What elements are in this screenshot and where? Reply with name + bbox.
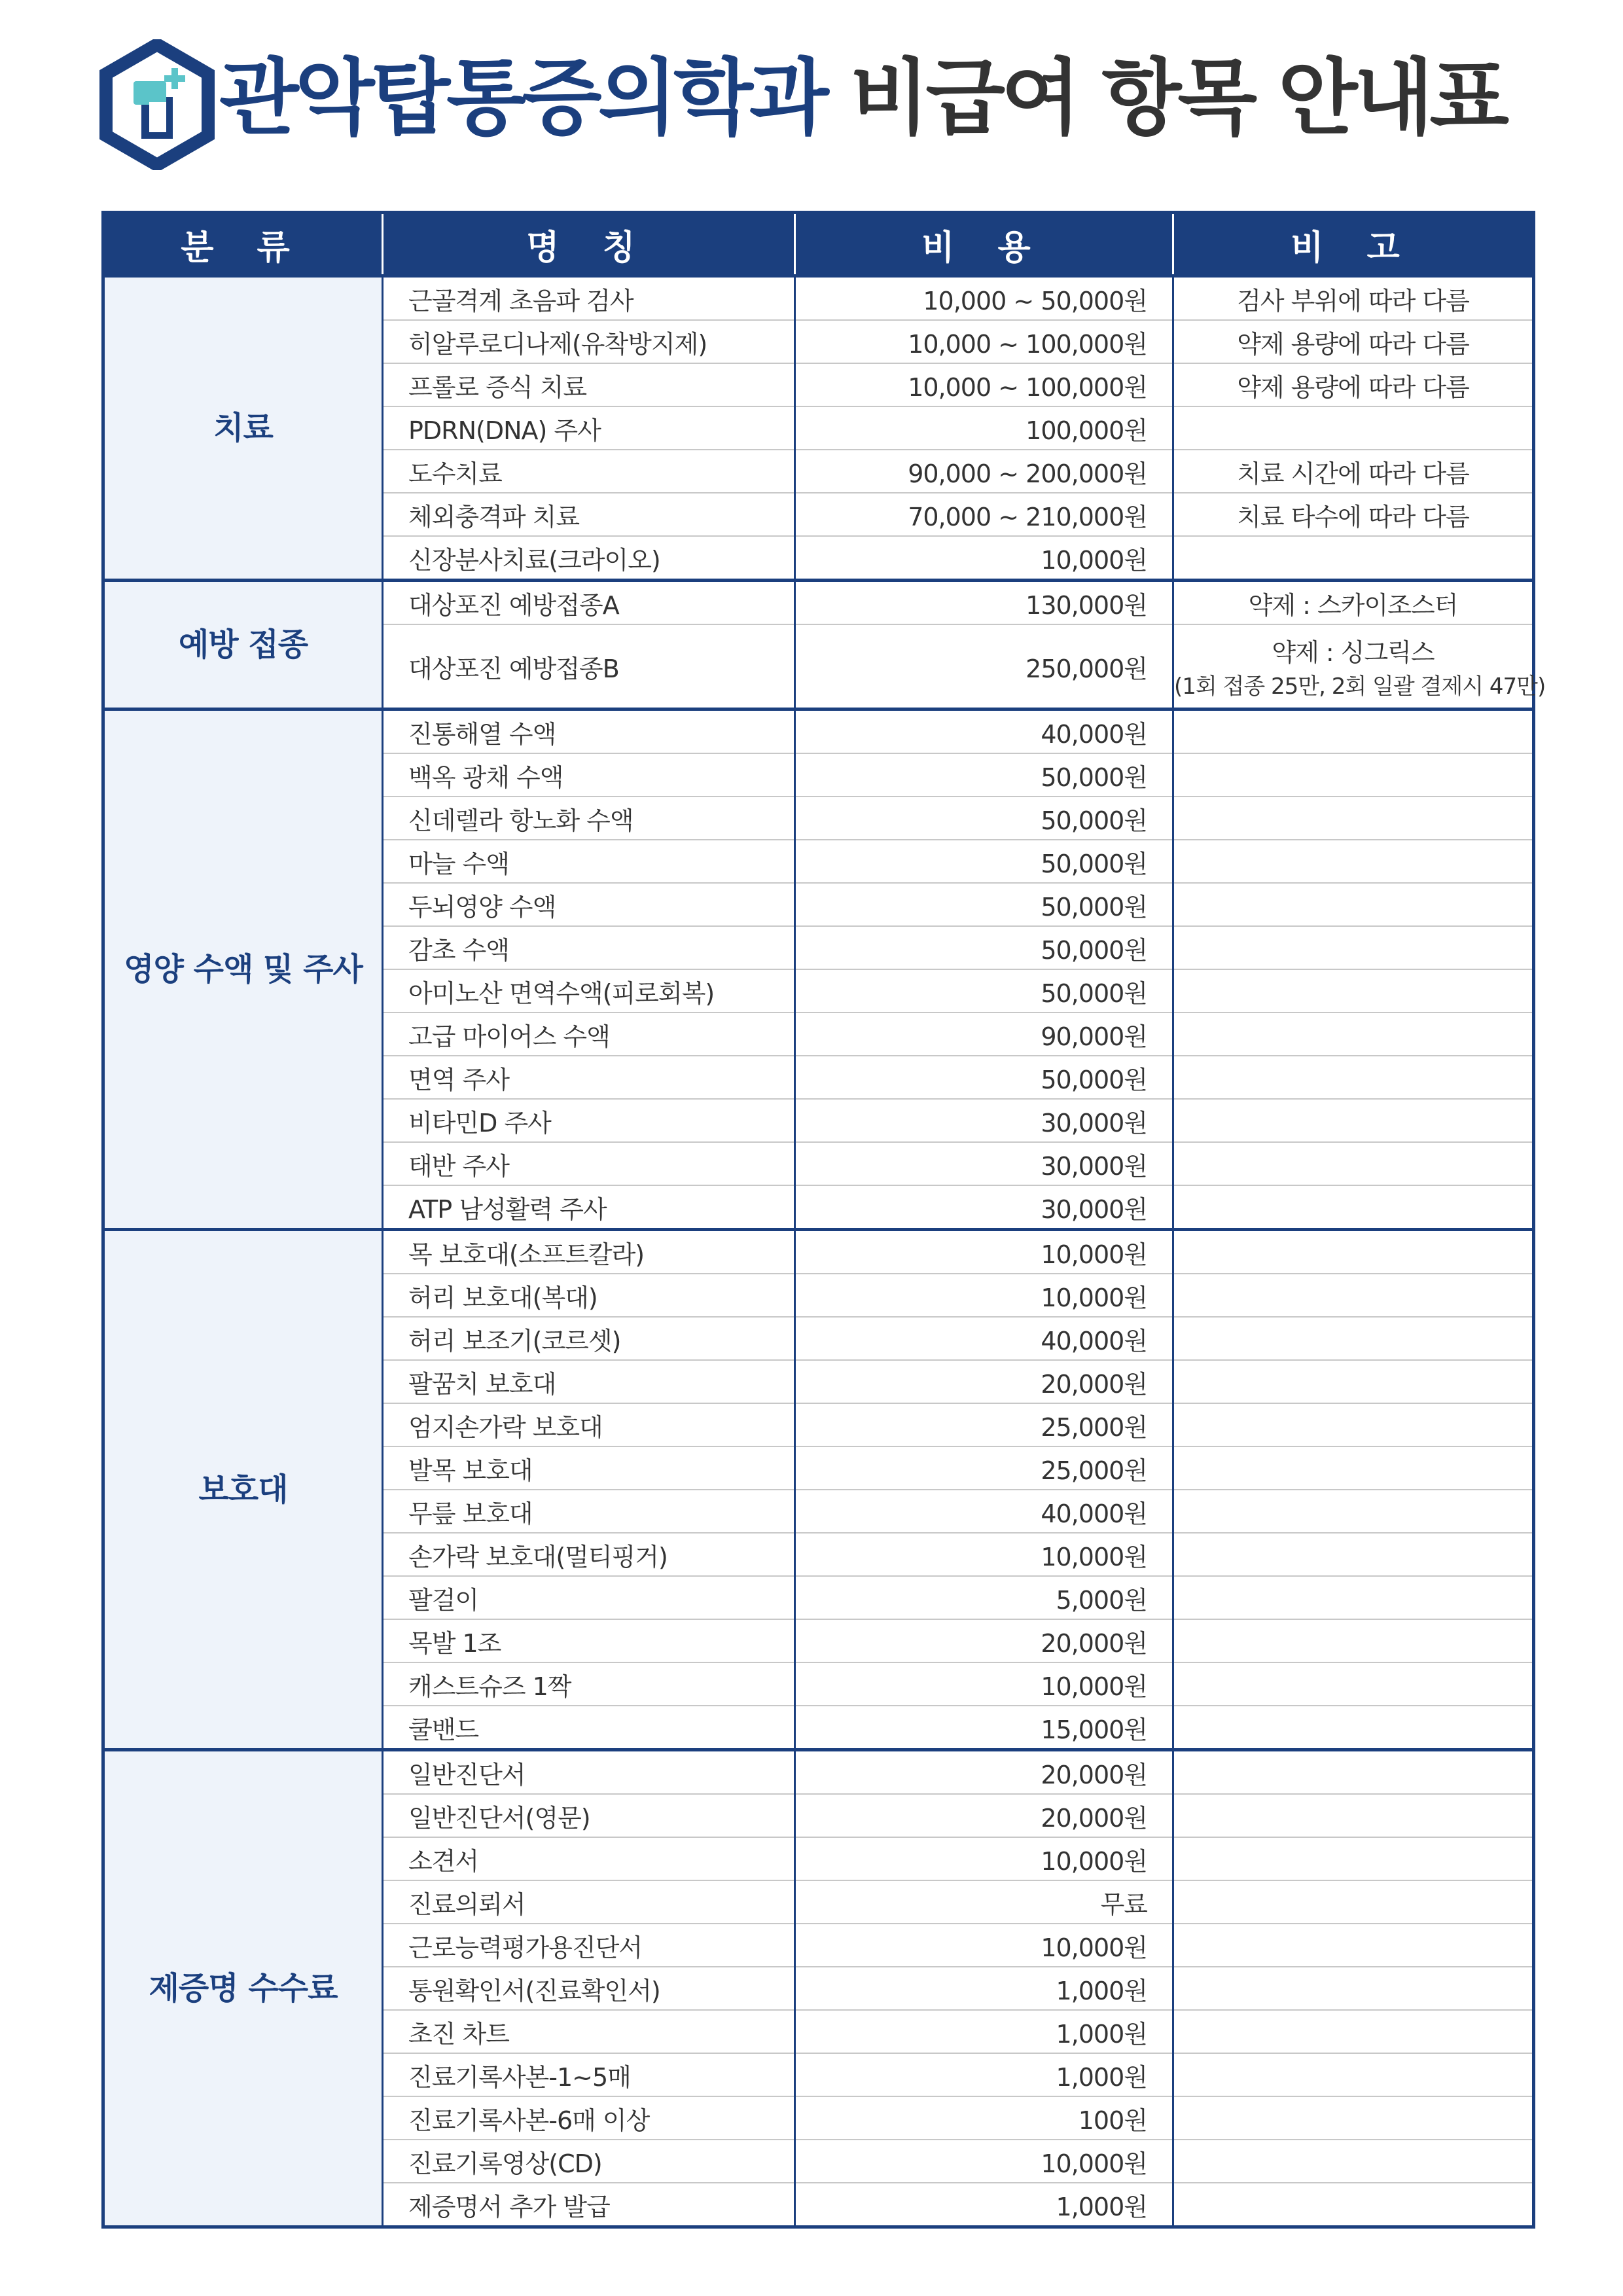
header-category: 분 류 bbox=[103, 213, 383, 276]
item-price-cell: 50,000원 bbox=[795, 753, 1173, 797]
item-name-cell: 백옥 광채 수액 bbox=[383, 753, 795, 797]
item-price-cell: 50,000원 bbox=[795, 1056, 1173, 1099]
item-note-cell bbox=[1173, 1274, 1534, 1317]
item-name-cell: 대상포진 예방접종B bbox=[383, 624, 795, 709]
item-note-cell: 약제 : 스카이조스터 bbox=[1173, 581, 1534, 625]
item-price-cell: 10,000원 bbox=[795, 1924, 1173, 1967]
item-name-cell: 신데렐라 항노화 수액 bbox=[383, 797, 795, 840]
item-note-cell bbox=[1173, 1142, 1534, 1185]
item-price-cell: 10,000 ~ 100,000원 bbox=[795, 320, 1173, 363]
item-price-cell: 20,000원 bbox=[795, 1360, 1173, 1403]
item-price-cell: 40,000원 bbox=[795, 709, 1173, 754]
item-price-cell: 20,000원 bbox=[795, 1619, 1173, 1662]
fee-table bbox=[101, 211, 1546, 2229]
item-note-cell bbox=[1173, 1837, 1534, 1880]
item-name-cell: 두뇌영양 수액 bbox=[383, 883, 795, 926]
item-name-cell: 엄지손가락 보호대 bbox=[383, 1403, 795, 1446]
item-name-cell: 일반진단서 bbox=[383, 1750, 795, 1795]
category-cell: 영양 수액 및 주사 bbox=[103, 709, 383, 1230]
item-note-cell bbox=[1173, 2010, 1534, 2053]
category-cell: 보호대 bbox=[103, 1230, 383, 1750]
item-name-cell: 대상포진 예방접종A bbox=[383, 581, 795, 625]
table-row bbox=[103, 709, 1534, 754]
item-name-cell: 태반 주사 bbox=[383, 1142, 795, 1185]
item-note-cell bbox=[1173, 1706, 1534, 1750]
item-name-cell: 근골격계 초음파 검사 bbox=[383, 276, 795, 321]
table-row bbox=[103, 581, 1534, 625]
item-note-cell bbox=[1173, 926, 1534, 969]
item-price-cell: 10,000원 bbox=[795, 536, 1173, 581]
fee-table-body bbox=[103, 276, 1546, 2227]
item-name-cell: 고급 마이어스 수액 bbox=[383, 1013, 795, 1056]
item-price-cell: 무료 bbox=[795, 1880, 1173, 1924]
item-name-cell: 허리 보호대(복대) bbox=[383, 1274, 795, 1317]
table-row bbox=[103, 1750, 1534, 1795]
header-price: 비 용 bbox=[795, 213, 1173, 276]
item-note-cell bbox=[1173, 883, 1534, 926]
item-note-cell bbox=[1173, 1794, 1534, 1837]
item-name-cell: 통원확인서(진료확인서) bbox=[383, 1967, 795, 2010]
item-note-cell bbox=[1173, 2140, 1534, 2183]
item-name-cell: 목 보호대(소프트칼라) bbox=[383, 1230, 795, 1274]
item-note-cell bbox=[1173, 1099, 1534, 1142]
item-note-cell: 치료 시간에 따라 다름 bbox=[1173, 450, 1534, 493]
item-name-cell: 진료기록사본-1~5매 bbox=[383, 2053, 795, 2096]
item-price-cell: 1,000원 bbox=[795, 2053, 1173, 2096]
item-note-cell bbox=[1173, 969, 1534, 1013]
item-note-cell bbox=[1173, 1750, 1534, 1795]
item-price-cell: 50,000원 bbox=[795, 797, 1173, 840]
item-name-cell: 제증명서 추가 발급 bbox=[383, 2183, 795, 2227]
item-name-cell: 비타민D 주사 bbox=[383, 1099, 795, 1142]
item-name-cell: PDRN(DNA) 주사 bbox=[383, 406, 795, 450]
item-name-cell: 쿨밴드 bbox=[383, 1706, 795, 1750]
item-note-cell bbox=[1173, 536, 1534, 581]
item-name-cell: 팔꿈치 보호대 bbox=[383, 1360, 795, 1403]
item-price-cell: 40,000원 bbox=[795, 1317, 1173, 1360]
item-name-cell: 손가락 보호대(멀티핑거) bbox=[383, 1533, 795, 1576]
item-price-cell: 90,000원 bbox=[795, 1013, 1173, 1056]
document-subject: 비급여 항목 안내표 bbox=[849, 50, 1506, 146]
note-detail-text: (1회 접종 25만, 2회 일괄 결제시 47만) bbox=[1174, 673, 1546, 700]
item-price-cell: 10,000원 bbox=[795, 1533, 1173, 1576]
item-note-cell bbox=[1173, 1533, 1534, 1576]
item-note-cell bbox=[1173, 753, 1534, 797]
table-row bbox=[103, 1230, 1534, 1274]
item-note-cell bbox=[1173, 2053, 1534, 2096]
item-note-cell bbox=[1173, 1403, 1534, 1446]
item-price-cell: 90,000 ~ 200,000원 bbox=[795, 450, 1173, 493]
item-note-cell bbox=[1173, 1013, 1534, 1056]
item-name-cell: 히알루로디나제(유착방지제) bbox=[383, 320, 795, 363]
category-cell: 치료 bbox=[103, 276, 383, 581]
item-note-cell bbox=[1173, 1056, 1534, 1099]
item-note-cell bbox=[1173, 709, 1534, 754]
item-note-cell bbox=[1173, 406, 1534, 450]
item-name-cell: 마늘 수액 bbox=[383, 840, 795, 883]
item-price-cell: 10,000 ~ 50,000원 bbox=[795, 276, 1173, 321]
item-name-cell: 무릎 보호대 bbox=[383, 1490, 795, 1533]
category-cell: 예방 접종 bbox=[103, 581, 383, 709]
item-note-cell bbox=[1173, 1880, 1534, 1924]
item-price-cell: 10,000원 bbox=[795, 1662, 1173, 1706]
hexagon-cross-logo-icon bbox=[98, 39, 216, 170]
item-name-cell: 진료의뢰서 bbox=[383, 1880, 795, 1924]
item-note-cell bbox=[1173, 1360, 1534, 1403]
item-note-cell bbox=[1173, 1576, 1534, 1619]
item-price-cell: 30,000원 bbox=[795, 1185, 1173, 1230]
item-name-cell: 캐스트슈즈 1짝 bbox=[383, 1662, 795, 1706]
note-main-text: 약제 : 싱그릭스 bbox=[1272, 638, 1435, 667]
item-price-cell: 1,000원 bbox=[795, 1967, 1173, 2010]
item-name-cell: 진료기록사본-6매 이상 bbox=[383, 2096, 795, 2140]
item-name-cell: 아미노산 면역수액(피로회복) bbox=[383, 969, 795, 1013]
item-price-cell: 250,000원 bbox=[795, 624, 1173, 709]
item-note-cell: 약제 용량에 따라 다름 bbox=[1173, 363, 1534, 406]
item-price-cell: 25,000원 bbox=[795, 1403, 1173, 1446]
header-note: 비 고 bbox=[1173, 213, 1534, 276]
item-price-cell: 10,000 ~ 100,000원 bbox=[795, 363, 1173, 406]
item-name-cell: 감초 수액 bbox=[383, 926, 795, 969]
item-price-cell: 50,000원 bbox=[795, 883, 1173, 926]
item-name-cell: 팔걸이 bbox=[383, 1576, 795, 1619]
item-note-cell: 치료 타수에 따라 다름 bbox=[1173, 493, 1534, 536]
item-price-cell: 100,000원 bbox=[795, 406, 1173, 450]
item-note-cell bbox=[1173, 1230, 1534, 1274]
item-note-cell bbox=[1173, 2183, 1534, 2227]
clinic-name: 관악탑통증의학과 bbox=[219, 50, 825, 146]
item-name-cell: 진료기록영상(CD) bbox=[383, 2140, 795, 2183]
item-note-cell bbox=[1173, 1662, 1534, 1706]
item-price-cell: 30,000원 bbox=[795, 1142, 1173, 1185]
item-name-cell: ATP 남성활력 주사 bbox=[383, 1185, 795, 1230]
item-name-cell: 일반진단서(영문) bbox=[383, 1794, 795, 1837]
item-note-cell bbox=[1173, 2096, 1534, 2140]
item-price-cell: 130,000원 bbox=[795, 581, 1173, 625]
item-note-cell bbox=[1173, 1446, 1534, 1490]
item-name-cell: 발목 보호대 bbox=[383, 1446, 795, 1490]
item-price-cell: 10,000원 bbox=[795, 1274, 1173, 1317]
item-price-cell: 20,000원 bbox=[795, 1750, 1173, 1795]
item-name-cell: 도수치료 bbox=[383, 450, 795, 493]
item-price-cell: 10,000원 bbox=[795, 2140, 1173, 2183]
item-price-cell: 70,000 ~ 210,000원 bbox=[795, 493, 1173, 536]
item-price-cell: 50,000원 bbox=[795, 969, 1173, 1013]
table-header-row bbox=[103, 213, 1534, 276]
item-price-cell: 20,000원 bbox=[795, 1794, 1173, 1837]
table-row bbox=[103, 276, 1534, 321]
page-title bbox=[219, 46, 1505, 151]
item-price-cell: 25,000원 bbox=[795, 1446, 1173, 1490]
item-name-cell: 프롤로 증식 치료 bbox=[383, 363, 795, 406]
header-name: 명 칭 bbox=[383, 213, 795, 276]
item-price-cell: 40,000원 bbox=[795, 1490, 1173, 1533]
item-note-cell: 약제 용량에 따라 다름 bbox=[1173, 320, 1534, 363]
item-price-cell: 50,000원 bbox=[795, 840, 1173, 883]
item-price-cell: 5,000원 bbox=[795, 1576, 1173, 1619]
item-note-cell bbox=[1173, 1967, 1534, 2010]
item-note-cell bbox=[1173, 1185, 1534, 1230]
item-price-cell: 10,000원 bbox=[795, 1230, 1173, 1274]
category-cell: 제증명 수수료 bbox=[103, 1750, 383, 2227]
item-price-cell: 30,000원 bbox=[795, 1099, 1173, 1142]
item-name-cell: 신장분사치료(크라이오) bbox=[383, 536, 795, 581]
item-note-cell bbox=[1173, 840, 1534, 883]
item-note-cell bbox=[1173, 1619, 1534, 1662]
item-price-cell: 15,000원 bbox=[795, 1706, 1173, 1750]
item-name-cell: 진통해열 수액 bbox=[383, 709, 795, 754]
item-price-cell: 50,000원 bbox=[795, 926, 1173, 969]
item-name-cell: 초진 차트 bbox=[383, 2010, 795, 2053]
item-name-cell: 체외충격파 치료 bbox=[383, 493, 795, 536]
item-name-cell: 근로능력평가용진단서 bbox=[383, 1924, 795, 1967]
item-note-cell bbox=[1173, 1924, 1534, 1967]
item-note-cell bbox=[1173, 1317, 1534, 1360]
item-name-cell: 면역 주사 bbox=[383, 1056, 795, 1099]
item-note-cell bbox=[1173, 1490, 1534, 1533]
item-price-cell: 1,000원 bbox=[795, 2010, 1173, 2053]
item-price-cell: 10,000원 bbox=[795, 1837, 1173, 1880]
item-name-cell: 목발 1조 bbox=[383, 1619, 795, 1662]
item-note-cell bbox=[1173, 624, 1546, 709]
item-name-cell: 소견서 bbox=[383, 1837, 795, 1880]
item-note-cell: 검사 부위에 따라 다름 bbox=[1173, 276, 1534, 321]
page-header bbox=[0, 0, 1623, 196]
item-note-cell bbox=[1173, 797, 1534, 840]
item-price-cell: 1,000원 bbox=[795, 2183, 1173, 2227]
item-name-cell: 허리 보조기(코르셋) bbox=[383, 1317, 795, 1360]
item-price-cell: 100원 bbox=[795, 2096, 1173, 2140]
